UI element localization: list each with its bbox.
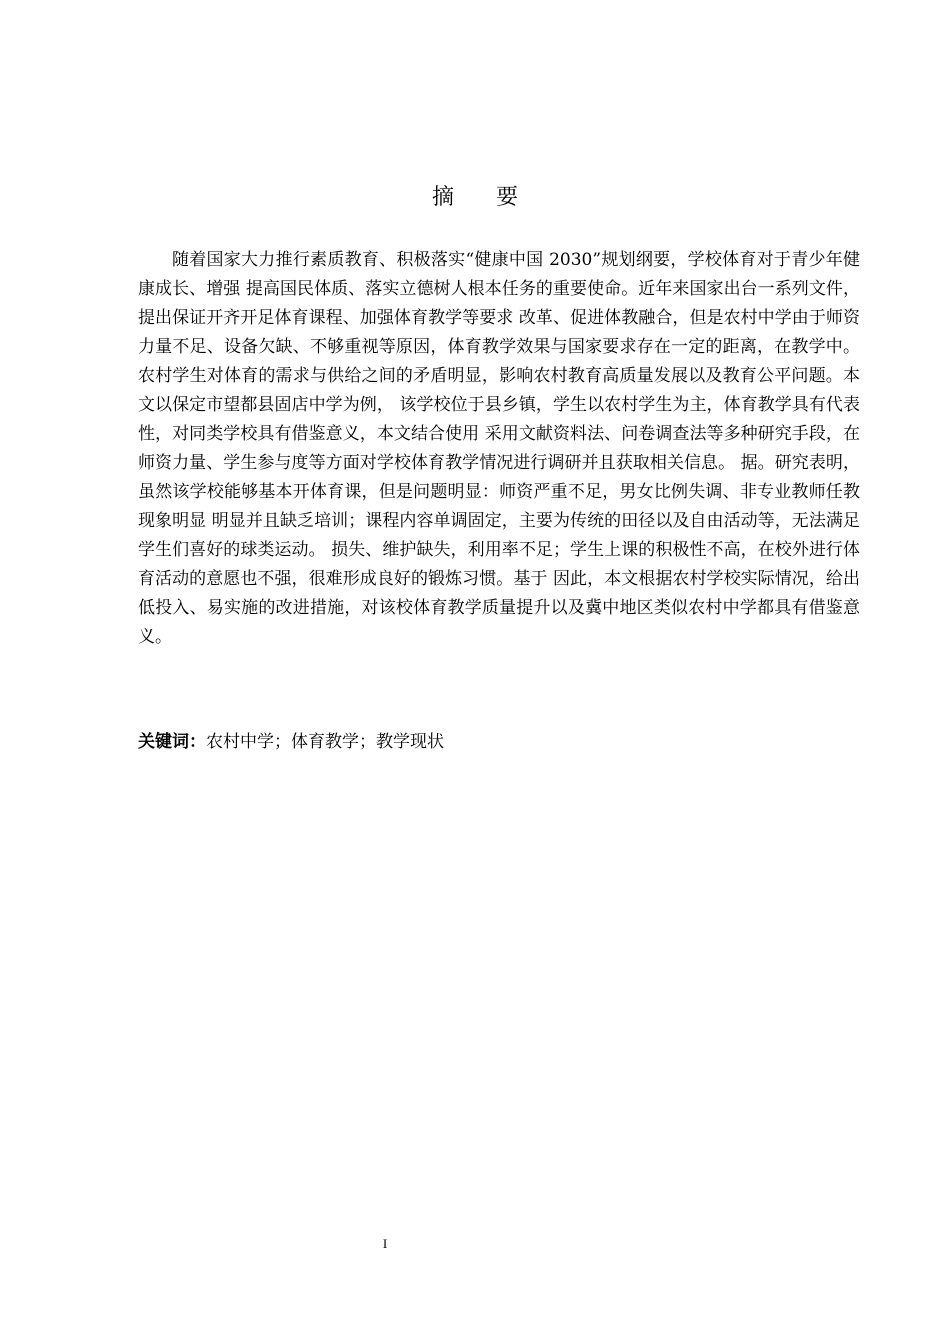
keywords-label: 关键词： [138, 732, 206, 752]
page-number: I [382, 1236, 388, 1251]
keywords-text: 农村中学；体育教学；教学现状 [206, 732, 444, 752]
abstract-title: 摘要 [431, 185, 560, 210]
abstract-body: 随着国家大力推行素质教育、积极落实“健康中国 2030”规划纲要，学校体育对于青少年健康成长、增强 提高国民体质、落实立德树人根本任务的重要使命。近年来国家出台一系列文件，提出保证开齐开足体育课程、加强体育教学等要求 改革、促进体教融合，但是农村中学由于师资力量不足、设备欠缺、不够重视等原因，体育教学效果与国家要求存在一定的距离，在教学中。 农村学生对体育的需求与供给之间的矛盾明显，影响农村教育高质量发展以及教育公平问题。本文以保定市望都县固店中学为例， 该学校位于县乡镇，学生以农村学生为主，体育教学具有代表性，对同类学校具有借鉴意义，本文结合使用 采用文献资料法、问卷调查法等多种研究手段，在师资力量、学生参与度等方面对学校体育教学情况进行调研并且获取相关信息。 据。研究表明，虽然该学校能够基本开体育课，但是问题明显：师资严重不足，男女比例失调、非专业教师任教现象明显 明显并且缺乏培训；课程内容单调固定，主要为传统的田径以及自由活动等，无法满足学生们喜好的球类运动。 损失、维护缺失，利用率不足；学生上课的积极性不高，在校外进行体育活动的意愿也不强，很难形成良好的锻炼习惯。基于 因此，本文根据农村学校实际情况，给出低投入、易实施的改进措施，对该校体育教学质量提升以及冀中地区类似农村中学都具有借鉴意义。 [138, 250, 860, 647]
keywords-line [138, 728, 860, 757]
